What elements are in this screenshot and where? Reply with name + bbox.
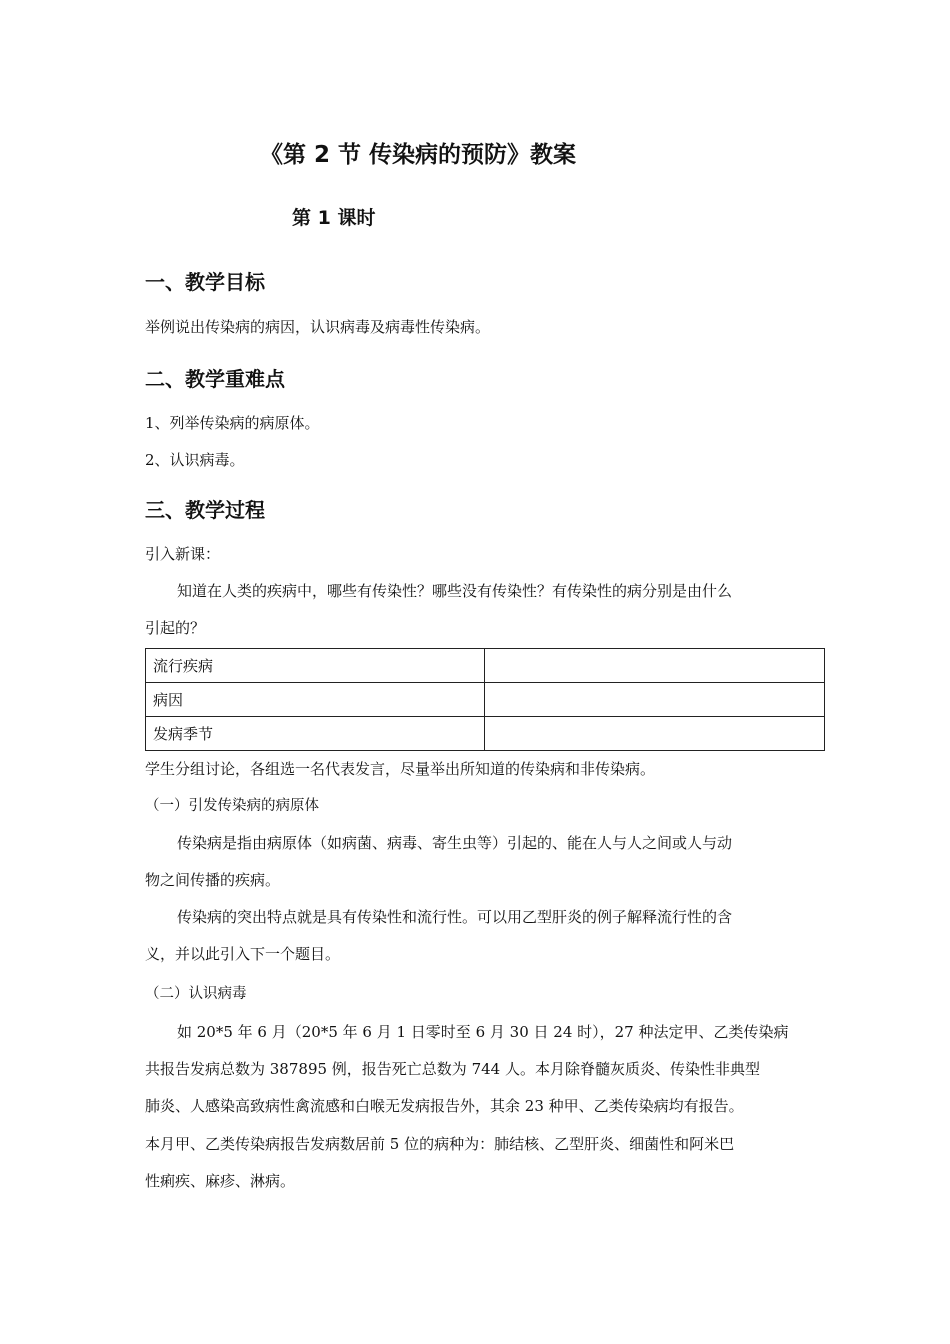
- table-cell-label: 病因: [146, 683, 485, 717]
- key-point-item-1: 1、列举传染病的病原体。: [145, 414, 320, 432]
- table-row: [146, 683, 825, 717]
- pathogen-paragraph-1-line-2: 物之间传播的疾病。: [145, 871, 281, 889]
- pathogen-paragraph-2-line-1: 传染病的突出特点就是具有传染性和流行性。可以用乙型肝炎的例子解释流行性的含: [177, 908, 733, 926]
- intro-label: 引入新课：: [145, 545, 221, 563]
- discussion-text: 学生分组讨论，各组选一名代表发言，尽量举出所知道的传染病和非传染病。: [145, 760, 656, 778]
- pathogen-paragraph-2-line-2: 义，并以此引入下一个题目。: [145, 945, 341, 963]
- virus-paragraph-line-3: 肺炎、人感染高致病性禽流感和白喉无发病报告外，其余 23 种甲、乙类传染病均有报告。: [145, 1097, 744, 1115]
- document-title: [0, 136, 820, 169]
- objectives-text: 举例说出传染病的病因，认识病毒及病毒性传染病。: [145, 318, 491, 336]
- virus-paragraph-line-4: 本月甲、乙类传染病报告发病数居前 5 位的病种为：肺结核、乙型肝炎、细菌性和阿米巴: [145, 1135, 735, 1153]
- table-row: [146, 649, 825, 683]
- virus-paragraph-line-2: 共报告发病总数为 387895 例，报告死亡总数为 744 人。本月除脊髓灰质炎、传染性非典型: [145, 1060, 760, 1078]
- intro-question-line-2: 引起的？: [145, 619, 206, 637]
- table-cell-label: 流行疾病: [146, 649, 485, 683]
- subsection-heading-pathogens: （一）引发传染病的病原体: [145, 798, 319, 814]
- section-heading-objectives: 一、教学目标: [145, 270, 265, 294]
- disease-info-table: [145, 648, 825, 751]
- section-heading-process: 三、教学过程: [145, 498, 265, 522]
- table-cell-value: [484, 683, 825, 717]
- pathogen-paragraph-1-line-1: 传染病是指由病原体（如病菌、病毒、寄生虫等）引起的、能在人与人之间或人与动: [177, 834, 733, 852]
- subsection-heading-virus: （二）认识病毒: [145, 986, 247, 1002]
- lesson-period-subtitle: 第 1 课时: [292, 207, 376, 229]
- table-cell-value: [484, 717, 825, 751]
- section-heading-key-points: 二、教学重难点: [145, 367, 285, 391]
- key-point-item-2: 2、认识病毒。: [145, 451, 245, 469]
- document-title-text: 《第 2 节 传染病的预防》教案: [259, 142, 577, 168]
- virus-paragraph-line-1: 如 20*5 年 6 月（20*5 年 6 月 1 日零时至 6 月 30 日 24 时），27 种法定甲、乙类传染病: [177, 1023, 789, 1041]
- table-row: [146, 717, 825, 751]
- table-cell-label: 发病季节: [146, 717, 485, 751]
- virus-paragraph-line-5: 性痢疾、麻疹、淋病。: [145, 1172, 296, 1190]
- table-cell-value: [484, 649, 825, 683]
- intro-question-line-1: 知道在人类的疾病中，哪些有传染性？哪些没有传染性？有传染性的病分别是由什么: [177, 582, 733, 600]
